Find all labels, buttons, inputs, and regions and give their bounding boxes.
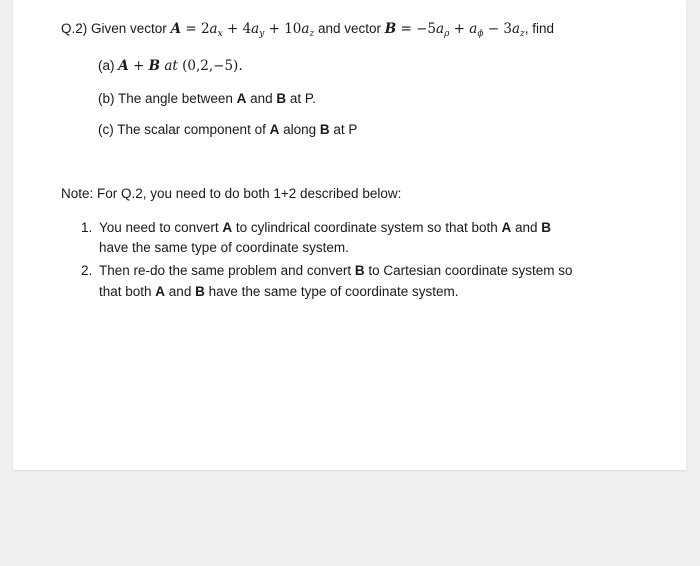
- li1-vector-b: B: [541, 220, 552, 235]
- li1-vector-a2: A: [501, 220, 512, 235]
- part-b-suffix: at P.: [286, 91, 316, 106]
- part-a-label: (a): [98, 58, 119, 73]
- part-a-vector-a: A: [118, 58, 129, 74]
- part-c-suffix: at P: [329, 122, 358, 137]
- unit-az-sub: z: [309, 29, 315, 39]
- list-item-2-line-1: [99, 262, 573, 280]
- unit-az: a: [301, 21, 310, 37]
- li2-text-b: to Cartesian coordinate system so: [364, 263, 573, 278]
- list-item-number: 1.: [81, 220, 93, 235]
- li2-l2-vector-a: A: [155, 284, 166, 299]
- document-page: [13, 0, 686, 470]
- part-b-vector-b: B: [276, 91, 287, 106]
- li1-vector-a: A: [222, 220, 233, 235]
- li1-text-a: You need to convert: [99, 220, 223, 235]
- part-b-text: (b) The angle between: [98, 91, 237, 106]
- part-c-text: (c) The scalar component of: [98, 122, 270, 137]
- li2-l2-text-a: that both: [99, 284, 156, 299]
- li2-vector-b: B: [354, 263, 365, 278]
- unit-ax-sub: x: [217, 29, 223, 39]
- and-vector-text: and vector: [317, 21, 382, 36]
- part-b-vector-a: A: [236, 91, 247, 106]
- vector-a-coef-y: + 4: [222, 21, 252, 37]
- list-item-2-line-2: [99, 283, 458, 301]
- li1-text-c: and: [511, 220, 542, 235]
- unit-ay: a: [251, 21, 260, 37]
- note-text: Note: For Q.2, you need to do both 1+2 described below:: [61, 186, 402, 201]
- vector-b-coef-rho: = −5: [396, 21, 436, 37]
- unit-az2-sub: z: [520, 29, 525, 39]
- part-a-point: (0,2,−5).: [182, 58, 243, 74]
- li2-l2-vector-b: B: [195, 284, 205, 299]
- vector-a-coef-x: = 2: [181, 21, 210, 37]
- part-a-vector-b: B: [148, 58, 161, 74]
- li1-text-b: to cylindrical coordinate system so that both: [232, 220, 502, 235]
- vector-b-symbol: B: [384, 21, 397, 37]
- question-label: Q.2) Given vector: [61, 21, 167, 36]
- part-c-along: along: [279, 122, 320, 137]
- part-a-plus: +: [128, 58, 149, 74]
- unit-aphi: a: [469, 21, 478, 37]
- find-text: , find: [524, 21, 555, 36]
- unit-ax: a: [209, 21, 218, 37]
- unit-aphi-sub: ϕ: [477, 29, 484, 39]
- li2-l2-text-b: and: [165, 284, 196, 299]
- unit-arho: a: [436, 21, 445, 37]
- list-item-1-line-1: [99, 219, 551, 237]
- part-c-vector-b: B: [319, 122, 330, 137]
- li2-text-a: Then re-do the same problem and convert: [99, 263, 355, 278]
- vector-b-coef-z: − 3: [483, 21, 512, 37]
- part-c: [98, 121, 357, 139]
- vector-a-coef-z: + 10: [264, 21, 302, 37]
- unit-ay-sub: y: [259, 29, 265, 39]
- li2-l2-text-c: have the same type of coordinate system.: [204, 284, 459, 299]
- list-item-1-line-2: have the same type of coordinate system.: [99, 240, 349, 255]
- part-a-at: at: [160, 58, 183, 74]
- part-b: [98, 90, 316, 108]
- unit-az2: a: [511, 21, 521, 37]
- vector-a-symbol: A: [170, 21, 182, 37]
- list-item-number: 2.: [81, 263, 93, 278]
- vector-b-plus: +: [449, 21, 470, 37]
- question-heading: [61, 20, 554, 38]
- part-b-and: and: [246, 91, 277, 106]
- part-c-vector-a: A: [269, 122, 280, 137]
- part-a: [98, 57, 243, 75]
- unit-arho-sub: ρ: [444, 29, 450, 39]
